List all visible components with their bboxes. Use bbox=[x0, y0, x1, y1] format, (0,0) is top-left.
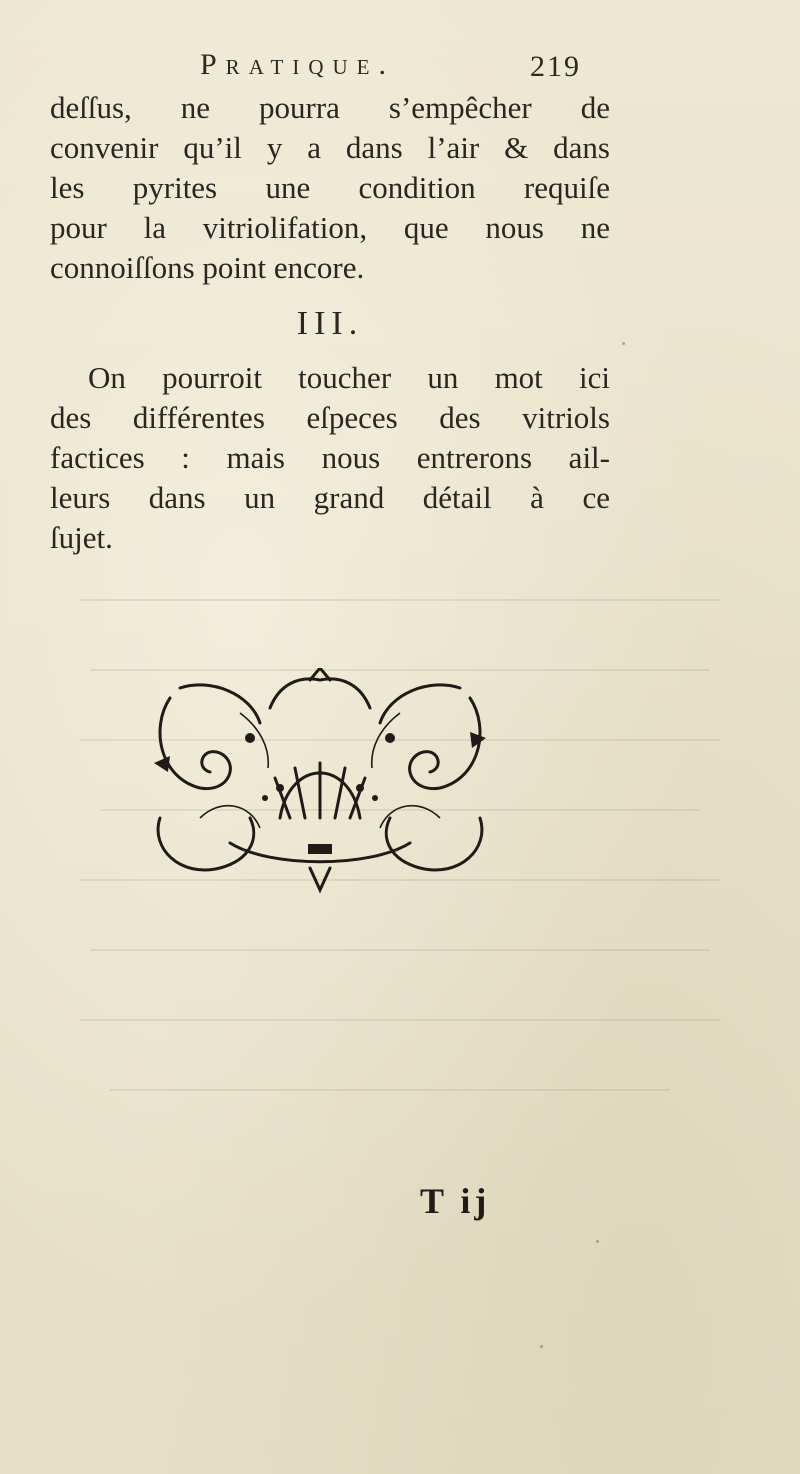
page-header bbox=[0, 44, 800, 94]
section-heading: III. bbox=[296, 305, 364, 342]
paper-speck bbox=[622, 342, 625, 345]
text-line: ſujet. bbox=[50, 520, 113, 555]
text-line: leurs dans un grand détail à ce bbox=[50, 480, 610, 515]
running-head: Pratique. bbox=[200, 48, 396, 81]
text-line: On pourroit toucher un mot ici bbox=[88, 360, 610, 395]
text-line: deſſus, ne pourra s’empêcher de bbox=[50, 90, 610, 125]
signature-mark: T ij bbox=[420, 1181, 491, 1221]
page-number: 219 bbox=[530, 50, 581, 83]
text-line: convenir qu’il y a dans l’air & dans bbox=[50, 130, 610, 165]
text-line: des différentes eſpeces des vitriols bbox=[50, 400, 610, 435]
paper-speck bbox=[540, 1345, 543, 1348]
text-line: connoiſſons point encore. bbox=[50, 250, 365, 285]
text-line: pour la vitriolifation, que nous ne bbox=[50, 210, 610, 245]
ornamental-vignette-icon bbox=[140, 668, 500, 898]
paragraph-section-3 bbox=[50, 358, 610, 558]
paper-speck bbox=[596, 1240, 599, 1243]
paragraph-continued bbox=[50, 88, 610, 288]
text-line: les pyrites une condition requiſe bbox=[50, 170, 610, 205]
text-line: factices : mais nous entrerons ail- bbox=[50, 440, 610, 475]
